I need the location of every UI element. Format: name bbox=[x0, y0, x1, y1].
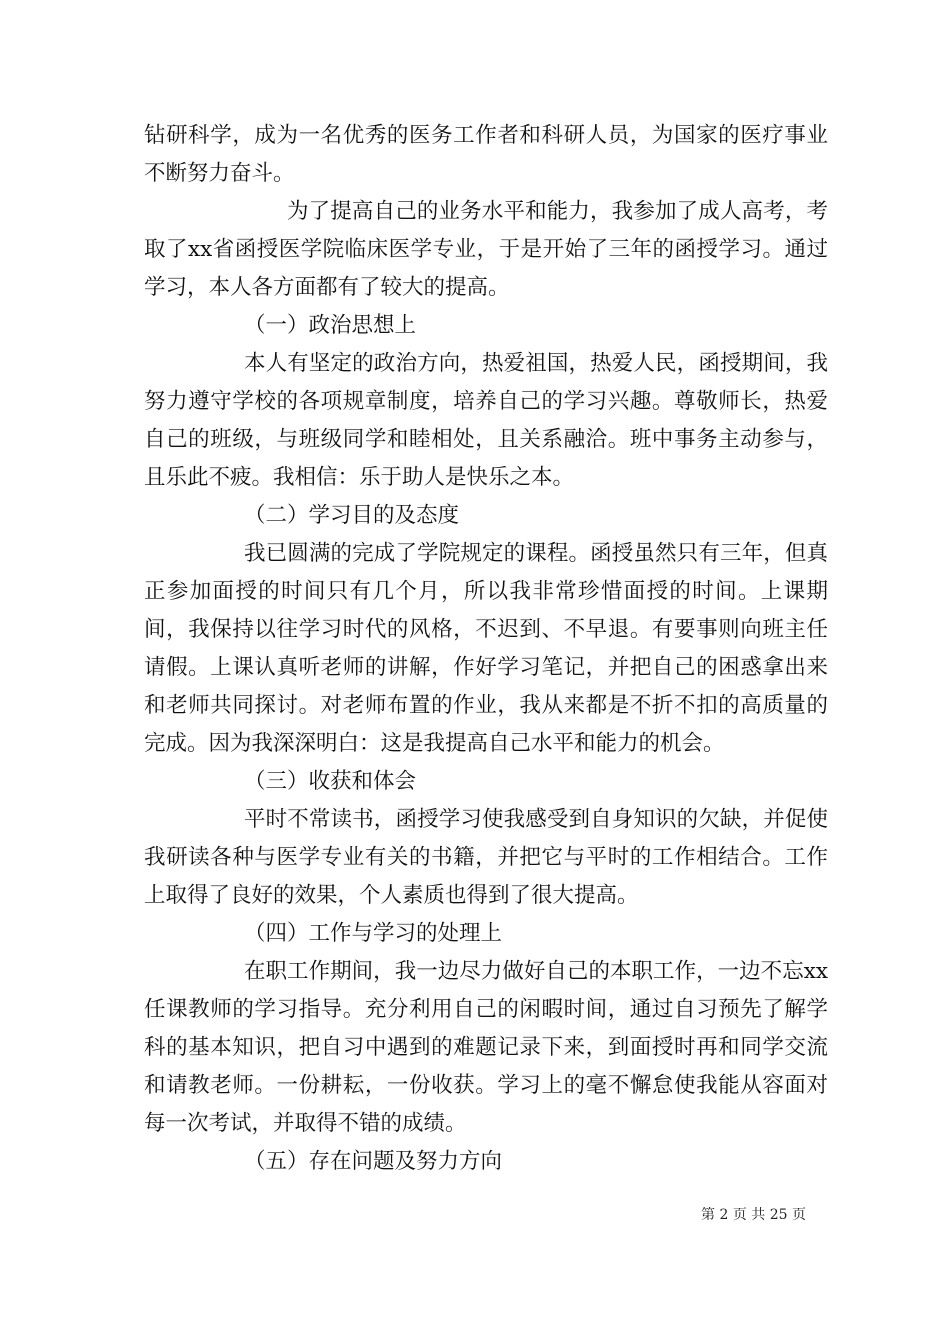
section-heading-work-study: （四）工作与学习的处理上 bbox=[244, 921, 503, 946]
section-heading-politics: （一）政治思想上 bbox=[244, 313, 417, 338]
section-heading-study-attitude: （二）学习目的及态度 bbox=[244, 503, 460, 528]
paragraph-work-study: 在职工作期间，我一边尽力做好自己的本职工作，一边不忘xx任课教师的学习指导。充分利用自己的闲暇时间，通过自习预先了解学科的基本知识，把自习中遇到的难题记录下来，到面授时再和同学交流和请教老师。一份耕耘，一份收获。学习上的毫不懈怠使我能从容面对每一次考试，并取得不错的成绩。 bbox=[144, 959, 828, 1136]
section-heading-problems: （五）存在问题及努力方向 bbox=[244, 1149, 503, 1174]
section-heading-gains: （三）收获和体会 bbox=[244, 769, 417, 794]
paragraph-study-attitude: 我已圆满的完成了学院规定的课程。函授虽然只有三年，但真正参加面授的时间只有几个月，所以我非常珍惜面授的时间。上课期间，我保持以往学习时代的风格，不迟到、不早退。有要事则向班主任请假。上课认真听老师的讲解，作好学习笔记，并把自己的困惑拿出来和老师共同探讨。对老师布置的作业，我从来都是不折不扣的高质量的完成。因为我深深明白：这是我提高自己水平和能力的机会。 bbox=[144, 541, 828, 756]
paragraph-adult-exam: 为了提高自己的业务水平和能力，我参加了成人高考，考取了xx省函授医学院临床医学专业，于是开始了三年的函授学习。通过学习，本人各方面都有了较大的提高。 bbox=[144, 199, 828, 300]
paragraph-gains: 平时不常读书，函授学习使我感受到自身知识的欠缺，并促使我研读各种与医学专业有关的书籍，并把它与平时的工作相结合。工作上取得了良好的效果，个人素质也得到了很大提高。 bbox=[144, 807, 828, 908]
paragraph-intro-continuation: 钻研科学，成为一名优秀的医务工作者和科研人员，为国家的医疗事业不断努力奋斗。 bbox=[144, 123, 828, 186]
page-number-footer: 第 2 页 共 25 页 bbox=[701, 1207, 806, 1223]
document-body bbox=[144, 117, 828, 1181]
paragraph-politics: 本人有坚定的政治方向，热爱祖国，热爱人民，函授期间，我努力遵守学校的各项规章制度，培养自己的学习兴趣。尊敬师长，热爱自己的班级，与班级同学和睦相处，且关系融洽。班中事务主动参与，且乐此不疲。我相信：乐于助人是快乐之本。 bbox=[144, 351, 828, 490]
